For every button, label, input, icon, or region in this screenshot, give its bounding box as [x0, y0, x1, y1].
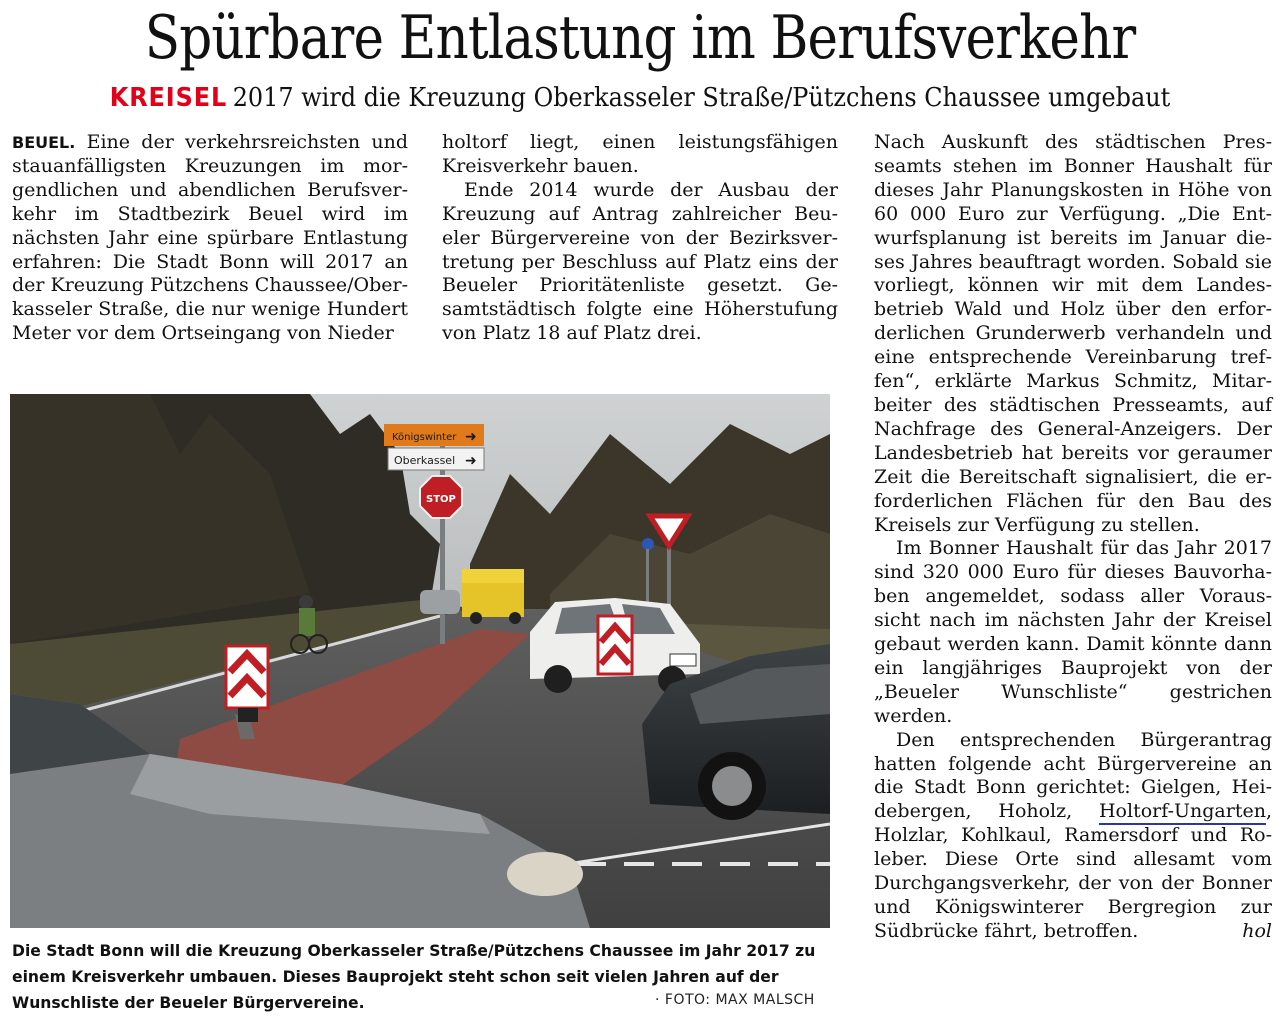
- subheadline-line: [51, 80, 1229, 116]
- stop-sign: [420, 476, 462, 518]
- paragraph: Ende 2014 wurde der Ausbau der Kreuzung auf Antrag zahlreicher Beueler Bürgervereine von der Bezirksvertretung per Beschluss auf Platz eins der Beueler Prioritätenliste gesetzt. Gesamtstädtisch folgte eine Höherstufung von Platz 18 auf Platz drei.: [442, 178, 838, 345]
- paragraph-text: Eine der verkehrsreichsten und stauanfälligsten Kreuzungen im morgendlichen und abendlichen Berufsverkehr im Stadtbezirk Beuel wird im nächsten Jahr eine spürbare Entlastung erfahren: Die Stadt Bonn will 2017 an der Kreuzung Pützchens Chaussee/Oberkasseler Straße, die nur wenige Hundert Meter vor dem Ortseingang von Nieder: [12, 131, 409, 345]
- car-distant: [420, 590, 460, 614]
- paragraph: holtorf liegt, einen leistungsfähigen Kreisverkehr bauen.: [442, 131, 838, 177]
- photo-caption: Die Stadt Bonn will die Kreuzung Oberkasseler Straße/Pützchens Chaussee im Jahr 2017 zu einem Kreisverkehr umbauen. Dieses Bauprojekt steht schon seit vielen Jahren auf der Wunschliste der Beueler Bürgervereine.: [12, 942, 816, 1012]
- chevron-barrier-right: [598, 616, 632, 674]
- kicker: KREISEL: [109, 83, 228, 113]
- paragraph: Im Bonner Haushalt für das Jahr 2017 sind 320 000 Euro für dieses Bauvorhaben angemeldet, sodass aller Voraussicht nach im nächsten Jahr der Kreisel gebaut werden kann. Damit könnte dann ein langjähriges Bauprojekt von der „Beueler Wunschliste“ gestrichen werden.: [874, 537, 1272, 727]
- article-photo: [10, 394, 830, 928]
- paragraph: Nach Auskunft des städtischen Presseamts stehen im Bonner Haushalt für dieses Jahr Planungskosten in Höhe von 60 000 Euro zur Verfügung. „Die Entwurfsplanung ist bereits im Januar dieses Jahres beauftragt worden. Sobald sie vorliegt, können wir mit dem Landesbetrieb Wald und Holz über den erforderlichen Grunderwerb verhandeln und eine entsprechende Vereinbarung treffen“, erklärte Markus Schmitz, Mitarbeiter des städtischen Presseamts, auf Nachfrage des General-Anzeigers. Der Landesbetrieb hat bereits vor geraumer Zeit die Bereitschaft signalisiert, die erforderlichen Flächen für den Bau des Kreisels zur Verfügung zu stellen.: [874, 131, 1272, 536]
- svg-text:STOP: STOP: [426, 494, 456, 505]
- svg-text:➜: ➜: [465, 453, 477, 469]
- underlined-place-name: Holtorf-Ungarten: [1099, 800, 1266, 825]
- subheadline: 2017 wird die Kreuzung Oberkasseler Straße/Pützchens Chaussee umgebaut: [232, 83, 1171, 113]
- article-column-1: [12, 131, 408, 346]
- photo-credit: · FOTO: MAX MALSCH: [655, 992, 815, 1008]
- photo-illustration: [10, 394, 830, 928]
- paragraph-text: , Holzlar, Kohlkaul, Ramersdorf und Roleber. Diese Orte sind allesamt vom Durchgangsverkehr, der von der Bonner und Königswinterer Bergregion zur Südbrücke fährt, betroffen.: [874, 800, 1272, 942]
- direction-sign-white: [388, 448, 484, 470]
- svg-text:Königswinter: Königswinter: [392, 432, 457, 443]
- headline: Spürbare Entlastung im Berufsverkehr: [144, 3, 1136, 73]
- svg-text:➜: ➜: [465, 429, 477, 445]
- paragraph: [874, 729, 1272, 944]
- direction-sign-orange: [384, 424, 484, 446]
- paragraph-text: Den entsprechenden Bürgerantrag hatten folgende acht Bürgervereine an die Stadt Bonn gerichtet: Gielgen, Heidebergen, Hoholz,: [874, 728, 1272, 823]
- byline: hol: [1242, 919, 1272, 942]
- article-column-3: [874, 131, 1272, 944]
- svg-text:Oberkassel: Oberkassel: [394, 454, 456, 467]
- dateline: BEUEL.: [12, 133, 76, 152]
- yellow-van: [462, 569, 524, 624]
- article-column-2: [442, 131, 838, 346]
- photo-credit-text: FOTO: MAX MALSCH: [664, 992, 815, 1008]
- paragraph: [12, 131, 408, 346]
